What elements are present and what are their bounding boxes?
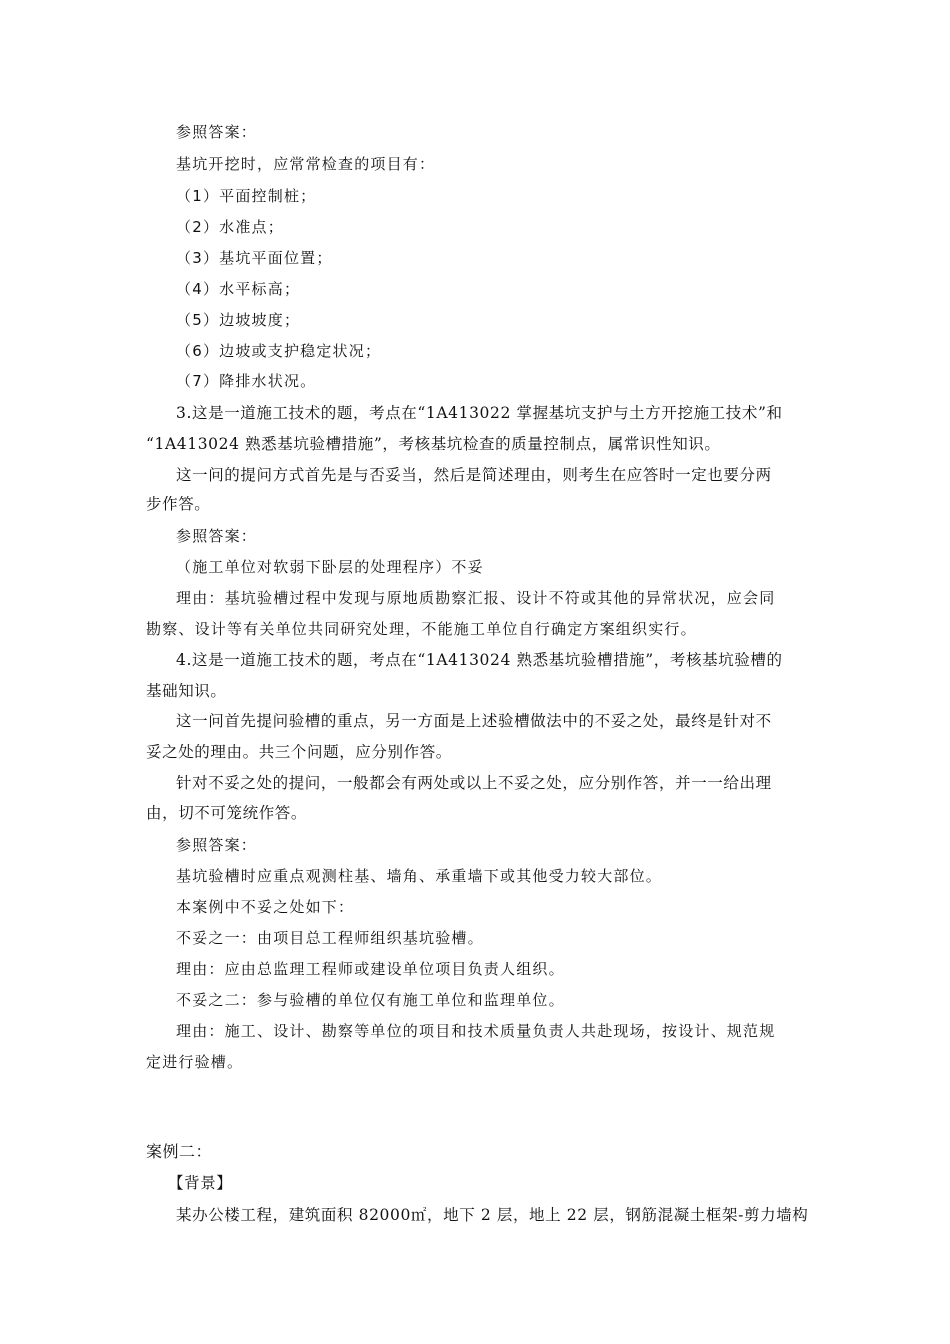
list-item: （7）降排水状况。: [176, 372, 317, 390]
answer-text: 理由：应由总监理工程师或建设单位项目负责人组织。: [176, 960, 565, 978]
paragraph-line: 由，切不可笼统作答。: [146, 804, 308, 822]
list-item: （3）基坑平面位置；: [176, 249, 333, 267]
paragraph-line: 某办公楼工程，建筑面积 82000㎡，地下 2 层，地上 22 层，钢筋混凝土框架-剪力墙构: [176, 1206, 809, 1224]
answer-label: 参照答案：: [176, 123, 258, 141]
paragraph-line: 基础知识。: [146, 682, 227, 700]
answer-text: （施工单位对软弱下卧层的处理程序）不妥: [176, 558, 484, 576]
case-heading: 案例二：: [146, 1142, 213, 1161]
answer-text: 勘察、设计等有关单位共同研究处理，不能施工单位自行确定方案组织实行。: [146, 620, 697, 638]
answer-text: 理由：施工、设计、勘察等单位的项目和技术质量负责人共赴现场，按设计、规范规: [176, 1022, 776, 1040]
paragraph-line: 步作答。: [146, 495, 211, 513]
answer-text: 本案例中不妥之处如下：: [176, 898, 355, 916]
answer-label: 参照答案：: [176, 527, 258, 545]
paragraph-line: 针对不妥之处的提问，一般都会有两处或以上不妥之处，应分别作答，并一一给出理: [176, 774, 772, 792]
answer-text: 不妥之一：由项目总工程师组织基坑验槽。: [176, 929, 484, 947]
list-item: （5）边坡坡度；: [176, 311, 301, 329]
answer-text: 定进行验槽。: [146, 1053, 244, 1071]
paragraph-line: 4.这是一道施工技术的题，考点在“1A413024 熟悉基坑验槽措施”，考核基坑验槽的: [176, 651, 783, 669]
section-label: 【背景】: [168, 1174, 233, 1192]
list-item: （4）水平标高；: [176, 280, 301, 298]
answer-text: 理由：基坑验槽过程中发现与原地质勘察汇报、设计不符或其他的异常状况，应会同: [176, 589, 776, 607]
answer-label: 参照答案：: [176, 836, 258, 854]
list-item: （2）水准点；: [176, 218, 284, 236]
paragraph-line: 3.这是一道施工技术的题，考点在“1A413022 掌握基坑支护与土方开挖施工技术”和: [176, 404, 783, 422]
answer-text: 基坑验槽时应重点观测柱基、墙角、承重墙下或其他受力较大部位。: [176, 867, 663, 885]
list-item: （6）边坡或支护稳定状况；: [176, 342, 382, 360]
list-item: （1）平面控制桩；: [176, 187, 317, 205]
paragraph-line: “1A413024 熟悉基坑验槽措施”，考核基坑检查的质量控制点，属常识性知识。: [146, 435, 721, 453]
answer-text: 不妥之二：参与验槽的单位仅有施工单位和监理单位。: [176, 991, 565, 1009]
paragraph-line: 这一问首先提问验槽的重点，另一方面是上述验槽做法中的不妥之处，最终是针对不: [176, 712, 772, 730]
paragraph-line: 妥之处的理由。共三个问题，应分别作答。: [146, 743, 452, 761]
answer-text: 基坑开挖时，应常常检查的项目有：: [176, 155, 436, 173]
paragraph-line: 这一问的提问方式首先是与否妥当，然后是简述理由，则考生在应答时一定也要分两: [176, 466, 772, 484]
